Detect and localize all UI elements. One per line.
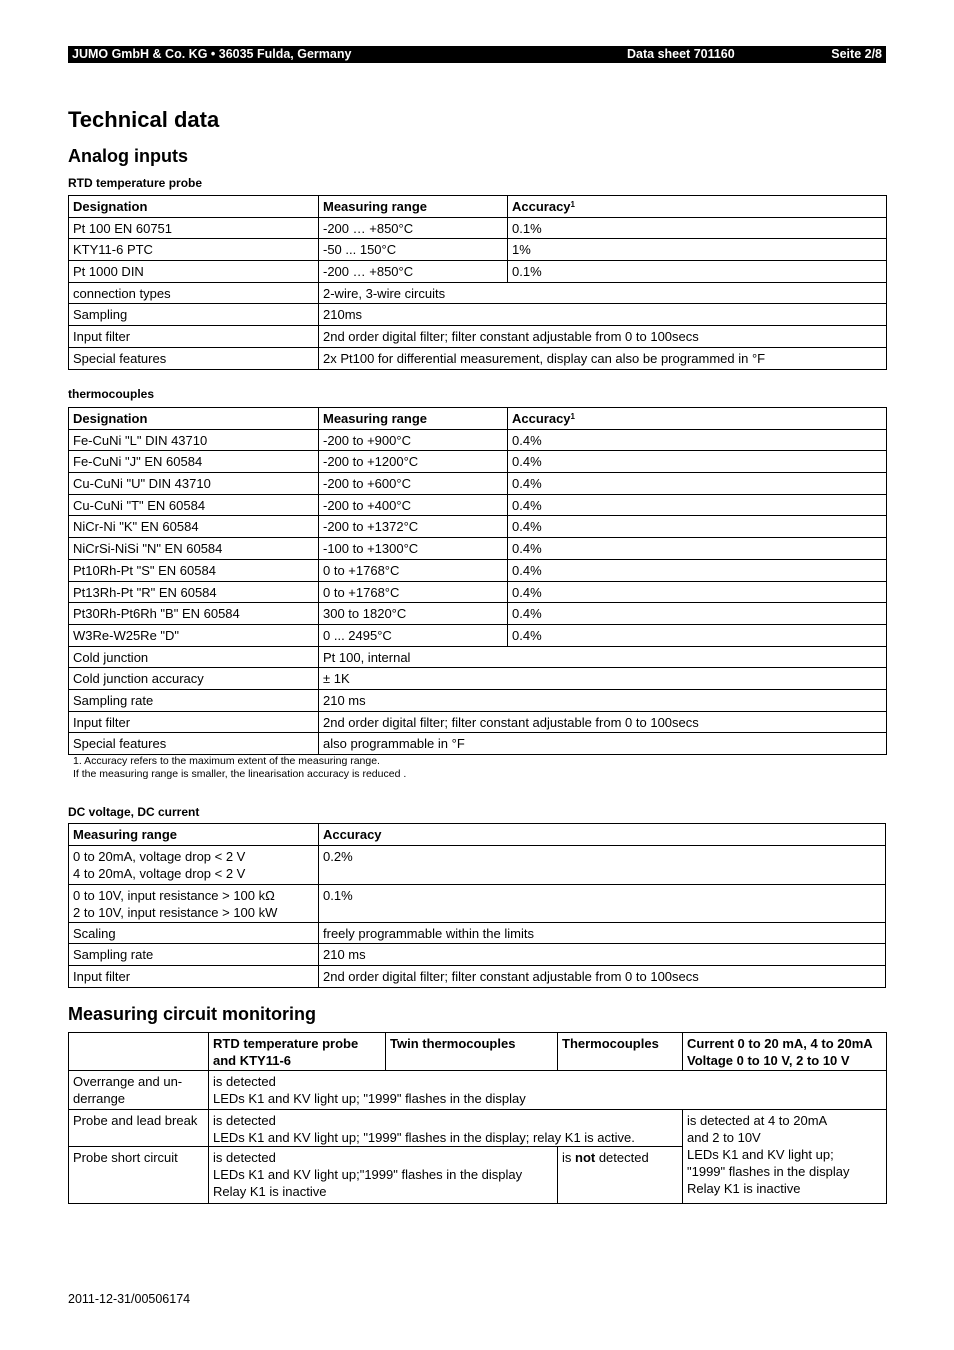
cell-range: -50 ... 150°C	[319, 239, 508, 261]
col-header-range: Measuring range	[69, 824, 319, 846]
accuracy-label: Accuracy	[512, 199, 571, 214]
cell-value: also programmable in °F	[319, 733, 887, 755]
cell-value: 2-wire, 3-wire circuits	[319, 282, 887, 304]
table-row	[69, 646, 887, 668]
table-row	[69, 689, 887, 711]
col-header-accuracy: Accuracy	[319, 824, 886, 846]
value-line: Relay K1 is inactive	[213, 1184, 327, 1199]
accuracy-label: Accuracy	[512, 411, 571, 426]
footnote-marker: 1	[570, 412, 575, 421]
cell-range: -200 … +850°C	[319, 217, 508, 239]
cell-range: -200 … +850°C	[319, 261, 508, 283]
cell-designation: Cu-CuNi "T" EN 60584	[69, 494, 319, 516]
cell-value: freely programmable within the limits	[319, 922, 886, 944]
cell-accuracy: 0.4%	[508, 494, 887, 516]
cell-label: Scaling	[69, 922, 319, 944]
header-line: Current 0 to 20 mA, 4 to 20mA	[687, 1036, 873, 1051]
header-line: RTD temperature probe	[213, 1036, 359, 1051]
table-row	[69, 668, 887, 690]
thermocouple-table	[68, 407, 887, 755]
footnote-2: If the measuring range is smaller, the linearisation accuracy is reduced .	[73, 768, 407, 780]
datasheet-number: Data sheet 701160	[627, 47, 735, 61]
cell-designation: W3Re-W25Re "D"	[69, 624, 319, 646]
cell-label: connection types	[69, 282, 319, 304]
range-line: 0 to 20mA, voltage drop < 2 V	[73, 848, 246, 864]
cell-accuracy: 0.4%	[508, 603, 887, 625]
cell-accuracy: 0.1%	[319, 884, 886, 922]
cell-accuracy: 0.4%	[508, 473, 887, 495]
table-row	[69, 239, 887, 261]
table-row	[69, 516, 887, 538]
dc-label: DC voltage, DC current	[68, 805, 200, 819]
col-header-current-voltage	[683, 1033, 887, 1071]
cell-value: 210ms	[319, 304, 887, 326]
table-row	[69, 429, 887, 451]
dc-table	[68, 823, 886, 988]
table-row	[69, 845, 886, 884]
text-prefix: is	[562, 1150, 575, 1165]
value-line: is detected at 4 to 20mA	[687, 1113, 828, 1128]
table-row	[69, 304, 887, 326]
cell-value: ± 1K	[319, 668, 887, 690]
cell-label: Cold junction accuracy	[69, 668, 319, 690]
table-header-row	[69, 824, 886, 846]
cell-label: Special features	[69, 733, 319, 755]
cell-range: 300 to 1820°C	[319, 603, 508, 625]
label-line: derrange	[73, 1091, 126, 1106]
cell-label: Input filter	[69, 326, 319, 348]
cell-designation: NiCr-Ni "K" EN 60584	[69, 516, 319, 538]
cell-value	[209, 1147, 558, 1204]
cell-designation: Pt10Rh-Pt "S" EN 60584	[69, 559, 319, 581]
table-row	[69, 282, 887, 304]
table-row	[69, 347, 887, 369]
table-row	[69, 581, 887, 603]
cell-value: 2nd order digital filter; filter constant adjustable from 0 to 100secs	[319, 711, 887, 733]
cell-accuracy: 0.4%	[508, 624, 887, 646]
cell-accuracy: 0.4%	[508, 429, 887, 451]
table-header-row	[69, 1033, 887, 1071]
cell-current-value	[683, 1110, 887, 1204]
cell-label: Cold junction	[69, 646, 319, 668]
monitoring-heading: Measuring circuit monitoring	[68, 1004, 317, 1024]
cell-accuracy: 0.4%	[508, 559, 887, 581]
table-row	[69, 538, 887, 560]
cell-accuracy: 0.1%	[508, 261, 887, 283]
cell-value	[209, 1071, 887, 1110]
col-header-range: Measuring range	[319, 196, 508, 218]
table-row	[69, 473, 887, 495]
cell-value: 2nd order digital filter; filter constant adjustable from 0 to 100secs	[319, 966, 886, 988]
page-header	[68, 46, 886, 63]
table-row	[69, 624, 887, 646]
table-row	[69, 451, 887, 473]
col-header-thermocouples: Thermocouples	[558, 1033, 683, 1071]
table-row	[69, 884, 886, 922]
table-row	[69, 217, 887, 239]
cell-designation: Pt 1000 DIN	[69, 261, 319, 283]
cell-value: 210 ms	[319, 944, 886, 966]
col-header-designation: Designation	[69, 196, 319, 218]
table-header-row	[69, 408, 887, 430]
cell-designation: KTY11-6 PTC	[69, 239, 319, 261]
cell-range: -100 to +1300°C	[319, 538, 508, 560]
cell-label: Probe and lead break	[69, 1110, 209, 1147]
cell-value: Pt 100, internal	[319, 646, 887, 668]
cell-designation: Fe-CuNi "J" EN 60584	[69, 451, 319, 473]
cell-label: Sampling rate	[69, 944, 319, 966]
cell-label: Sampling	[69, 304, 319, 326]
cell-accuracy: 0.4%	[508, 451, 887, 473]
table-row	[69, 944, 886, 966]
cell-range: -200 to +600°C	[319, 473, 508, 495]
cell-accuracy: 0.4%	[508, 581, 887, 603]
table-row	[69, 326, 887, 348]
table-row	[69, 559, 887, 581]
col-header-empty	[69, 1033, 209, 1071]
cell-range	[69, 884, 319, 922]
table-row	[69, 1071, 887, 1110]
cell-value: 210 ms	[319, 689, 887, 711]
header-line: and KTY11-6	[213, 1053, 292, 1068]
label-line: Overrange and un-	[73, 1074, 183, 1089]
value-line: LEDs K1 and KV light up;"1999" flashes in the display	[213, 1167, 523, 1182]
table-header-row	[69, 196, 887, 218]
col-header-rtd	[209, 1033, 386, 1071]
table-row	[69, 1110, 887, 1147]
cell-label: Input filter	[69, 966, 319, 988]
rtd-table	[68, 195, 887, 370]
company-address: JUMO GmbH & Co. KG • 36035 Fulda, Germany	[72, 47, 352, 61]
value-line: LEDs K1 and KV light up;	[687, 1147, 834, 1162]
cell-label: Probe short circuit	[69, 1147, 209, 1204]
cell-range: -200 to +400°C	[319, 494, 508, 516]
table-row	[69, 261, 887, 283]
cell-designation: NiCrSi-NiSi "N" EN 60584	[69, 538, 319, 560]
footer-doc-id: 2011-12-31/00506174	[68, 1292, 191, 1306]
cell-value	[209, 1110, 683, 1147]
table-row	[69, 603, 887, 625]
col-header-twin: Twin thermocouples	[386, 1033, 558, 1071]
cell-accuracy: 0.2%	[319, 845, 886, 884]
cell-label: Sampling rate	[69, 689, 319, 711]
table-row	[69, 711, 887, 733]
cell-accuracy: 1%	[508, 239, 887, 261]
value-line: and 2 to 10V	[687, 1130, 761, 1145]
col-header-range: Measuring range	[319, 408, 508, 430]
range-line: 2 to 10V, input resistance > 100 kW	[73, 904, 278, 920]
footnote-1: 1. Accuracy refers to the maximum extent of the measuring range.	[73, 755, 380, 767]
footnote-marker: 1	[570, 200, 575, 209]
col-header-designation: Designation	[69, 408, 319, 430]
cell-value: 2x Pt100 for differential measurement, display can also be programmed in °F	[319, 347, 887, 369]
cell-range: 0 to +1768°C	[319, 581, 508, 603]
cell-range: -200 to +900°C	[319, 429, 508, 451]
cell-accuracy: 0.4%	[508, 516, 887, 538]
col-header-accuracy	[508, 408, 887, 430]
page-title: Technical data	[68, 107, 220, 132]
monitoring-table	[68, 1032, 887, 1204]
col-header-accuracy	[508, 196, 887, 218]
cell-designation: Pt30Rh-Pt6Rh "B" EN 60584	[69, 603, 319, 625]
cell-range: 0 to +1768°C	[319, 559, 508, 581]
cell-accuracy: 0.4%	[508, 538, 887, 560]
table-row	[69, 966, 886, 988]
cell-thermocouple-value	[558, 1147, 683, 1204]
value-line: LEDs K1 and KV light up; "1999" flashes in the display; relay K1 is active.	[213, 1130, 635, 1145]
rtd-label: RTD temperature probe	[68, 176, 203, 190]
header-line: Voltage 0 to 10 V, 2 to 10 V	[687, 1053, 850, 1068]
cell-value: 2nd order digital filter; filter constant adjustable from 0 to 100secs	[319, 326, 887, 348]
analog-inputs-heading: Analog inputs	[68, 146, 188, 166]
cell-label: Input filter	[69, 711, 319, 733]
table-row	[69, 494, 887, 516]
thermocouples-label: thermocouples	[68, 387, 155, 401]
text-bold: not	[575, 1150, 596, 1165]
table-row	[69, 733, 887, 755]
cell-range: -200 to +1200°C	[319, 451, 508, 473]
cell-designation: Pt13Rh-Pt "R" EN 60584	[69, 581, 319, 603]
value-line: LEDs K1 and KV light up; "1999" flashes in the display	[213, 1091, 526, 1106]
cell-range	[69, 845, 319, 884]
cell-accuracy: 0.1%	[508, 217, 887, 239]
cell-range: 0 ... 2495°C	[319, 624, 508, 646]
value-line: is detected	[213, 1150, 276, 1165]
cell-designation: Pt 100 EN 60751	[69, 217, 319, 239]
page-number: Seite 2/8	[831, 47, 882, 61]
value-line: "1999" flashes in the display	[687, 1164, 850, 1179]
cell-label: Special features	[69, 347, 319, 369]
range-line: 0 to 10V, input resistance > 100 kΩ	[73, 887, 275, 903]
cell-range: -200 to +1372°C	[319, 516, 508, 538]
cell-designation: Cu-CuNi "U" DIN 43710	[69, 473, 319, 495]
table-row	[69, 922, 886, 944]
cell-label	[69, 1071, 209, 1110]
value-line: Relay K1 is inactive	[687, 1181, 801, 1196]
range-line: 4 to 20mA, voltage drop < 2 V	[73, 865, 246, 881]
value-line: is detected	[213, 1074, 276, 1089]
value-line: is detected	[213, 1113, 276, 1128]
cell-designation: Fe-CuNi "L" DIN 43710	[69, 429, 319, 451]
text-suffix: detected	[595, 1150, 649, 1165]
